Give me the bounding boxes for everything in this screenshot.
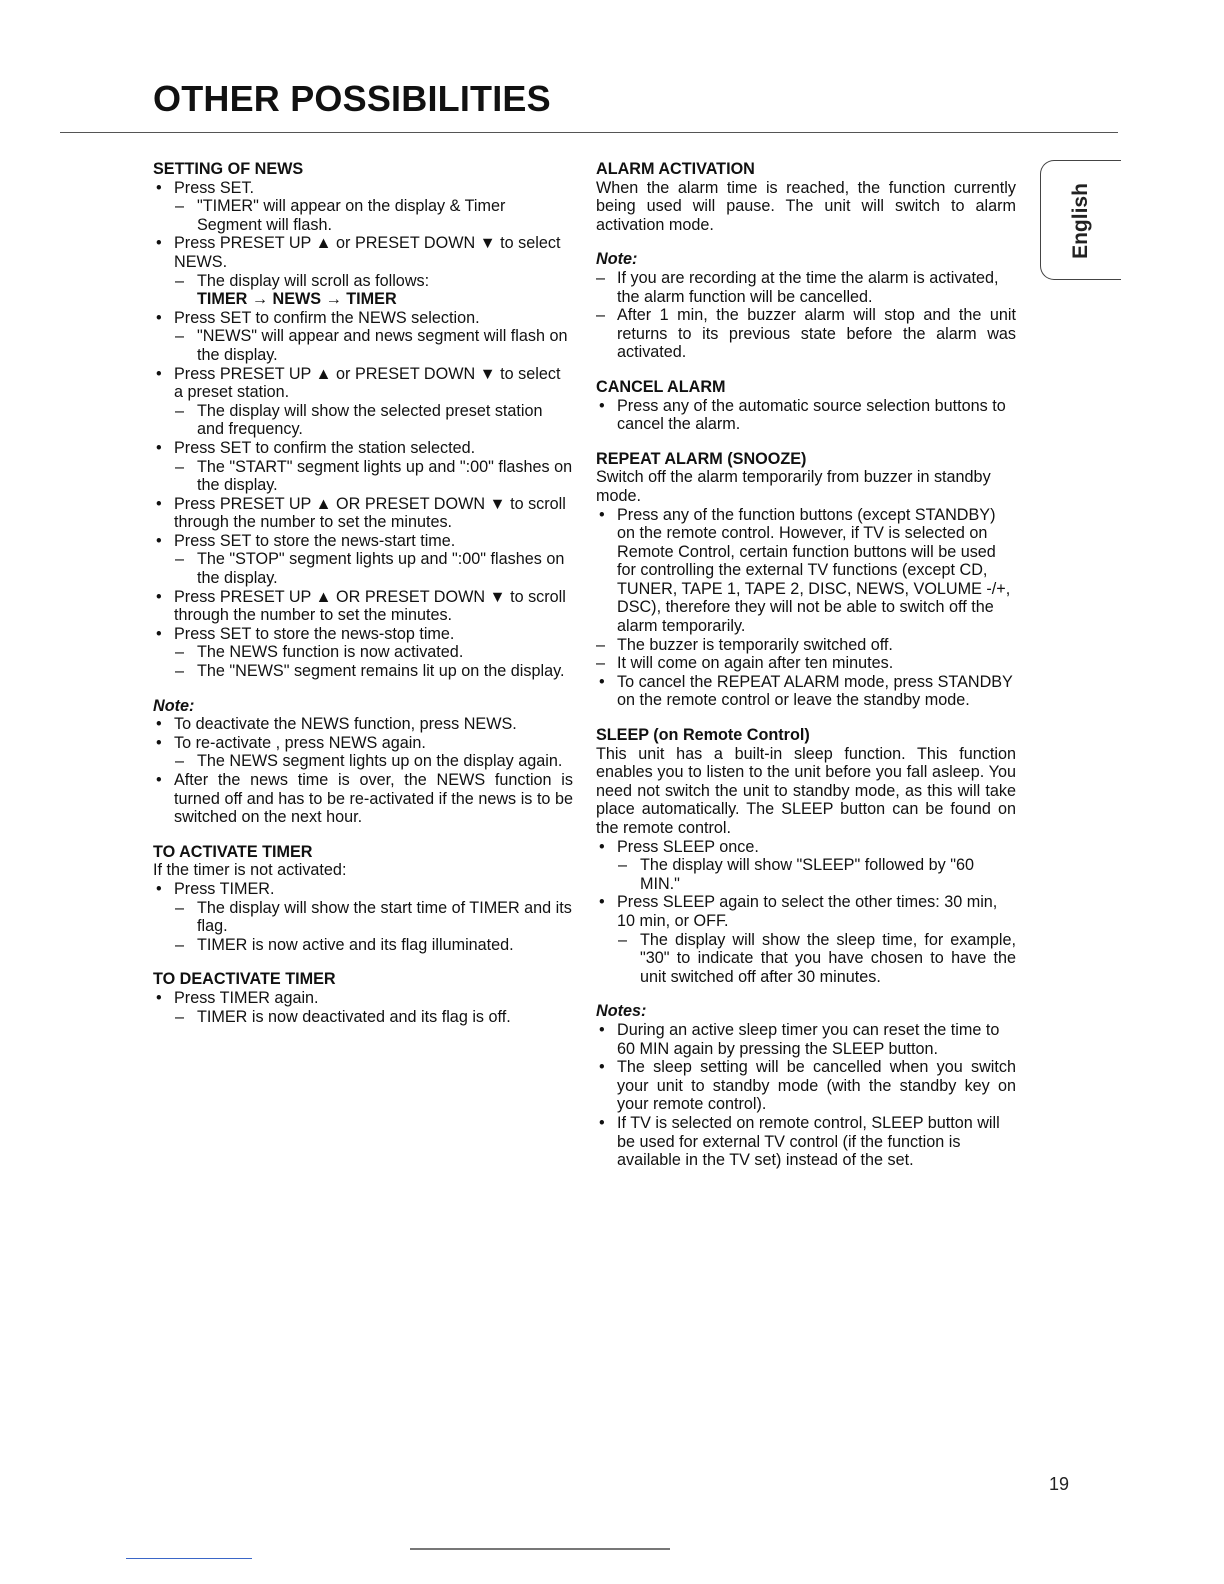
list-item: • Press SET to store the news-stop time.: [153, 625, 573, 644]
list-item: • Press SET to confirm the station selected.: [153, 439, 573, 458]
list-item: • Press any of the automatic source selection buttons to cancel the alarm.: [596, 397, 1016, 434]
list-item: • Press PRESET UP ▲ OR PRESET DOWN ▼ to scroll through the number to set the minutes.: [153, 588, 573, 625]
list-item: – The display will show the selected preset station and frequency.: [153, 402, 573, 439]
sleep-section: [596, 726, 1016, 986]
list-item: • Press TIMER again.: [153, 989, 573, 1008]
deactivate-timer-section: [153, 970, 573, 1026]
list-item: • Press SET to confirm the NEWS selection.: [153, 309, 573, 328]
footer-rule: [126, 1558, 252, 1559]
language-tab: [1040, 160, 1121, 280]
list-item: • Press SET.: [153, 179, 573, 198]
list-item: – The display will show the start time of TIMER and its flag.: [153, 899, 573, 936]
repeat-alarm-section: [596, 450, 1016, 710]
deactivate-timer-heading: TO DEACTIVATE TIMER: [153, 970, 336, 989]
list-item: • During an active sleep timer you can reset the time to 60 MIN again by pressing the SLEEP button.: [596, 1021, 1016, 1058]
news-note-section: [153, 697, 573, 827]
sleep-intro: This unit has a built-in sleep function. This function enables you to listen to the unit before you fall asleep. You need not switch the unit to standby mode, as this will take place automatically. The SLEEP button can be found on the remote control.: [596, 744, 1016, 837]
left-column: [153, 160, 573, 1042]
list-item: – The display will scroll as follows:: [153, 272, 573, 291]
setting-news-heading: SETTING OF NEWS: [153, 160, 304, 178]
alarm-activation-heading: ALARM ACTIVATION: [596, 160, 755, 178]
sleep-notes-heading: Notes:: [596, 1002, 647, 1021]
list-item: – "NEWS" will appear and news segment will flash on the display.: [153, 327, 573, 364]
alarm-activation-body: When the alarm time is reached, the function currently being used will pause. The unit will switch to alarm activation mode.: [596, 178, 1016, 234]
list-item: • If TV is selected on remote control, SLEEP button will be used for external TV control (if the function is available in the TV set) instead of the set.: [596, 1114, 1016, 1170]
list-item: • Press SLEEP once.: [596, 838, 1016, 857]
scroll-sequence: TIMER → NEWS → TIMER: [197, 290, 397, 309]
activate-timer-section: [153, 843, 573, 955]
list-item: – After 1 min, the buzzer alarm will stop and the unit returns to its previous state before the alarm was activated.: [596, 306, 1016, 362]
list-item: • To cancel the REPEAT ALARM mode, press STANDBY on the remote control or leave the standby mode.: [596, 673, 1016, 710]
list-item: – TIMER is now deactivated and its flag is off.: [153, 1008, 573, 1027]
list-item: • Press SET to store the news-start time.: [153, 532, 573, 551]
list-item: • To deactivate the NEWS function, press NEWS.: [153, 715, 573, 734]
list-item: – "TIMER" will appear on the display & Timer Segment will flash.: [153, 197, 573, 234]
language-tab-label: English: [1069, 183, 1092, 259]
right-column: [596, 160, 1016, 1186]
list-item: – The buzzer is temporarily switched off.: [596, 636, 1016, 655]
list-item: • Press PRESET UP ▲ or PRESET DOWN ▼ to select a preset station.: [153, 365, 573, 402]
cancel-alarm-heading: CANCEL ALARM: [596, 377, 726, 396]
page-title: OTHER POSSIBILITIES: [153, 78, 551, 119]
list-item: • Press PRESET UP ▲ OR PRESET DOWN ▼ to scroll through the number to set the minutes.: [153, 495, 573, 532]
list-item: – The "START" segment lights up and ":00" flashes on the display.: [153, 458, 573, 495]
list-item: • The sleep setting will be cancelled when you switch your unit to standby mode (with the standby key on your remote control).: [596, 1058, 1016, 1114]
sleep-notes-section: [596, 1002, 1016, 1169]
list-item: • Press PRESET UP ▲ or PRESET DOWN ▼ to select NEWS.: [153, 234, 573, 271]
alarm-activation-section: [596, 160, 1016, 234]
list-item: – TIMER is now active and its flag illuminated.: [153, 936, 573, 955]
setting-news-section: [153, 160, 573, 681]
list-item: – The NEWS function is now activated.: [153, 643, 573, 662]
list-item: – The "STOP" segment lights up and ":00" flashes on the display.: [153, 550, 573, 587]
cancel-alarm-section: [596, 378, 1016, 434]
title-divider: [60, 132, 1118, 133]
list-item: – It will come on again after ten minutes.: [596, 654, 1016, 673]
alarm-note-section: [596, 250, 1016, 362]
alarm-note-heading: Note:: [596, 250, 638, 269]
activate-timer-intro: If the timer is not activated:: [153, 861, 347, 880]
list-item: – If you are recording at the time the alarm is activated, the alarm function will be cancelled.: [596, 269, 1016, 306]
repeat-alarm-heading: REPEAT ALARM (SNOOZE): [596, 449, 807, 468]
list-item: • After the news time is over, the NEWS function is turned off and has to be re-activated if the news is to be switched on the next hour.: [153, 771, 573, 827]
page-number: 19: [1049, 1474, 1070, 1494]
list-item: • To re-activate , press NEWS again.: [153, 734, 573, 753]
activate-timer-heading: TO ACTIVATE TIMER: [153, 842, 313, 861]
list-item: • Press TIMER.: [153, 880, 573, 899]
scan-artifact: [410, 1548, 670, 1550]
sleep-heading: SLEEP (on Remote Control): [596, 726, 810, 745]
list-item: – The "NEWS" segment remains lit up on the display.: [153, 662, 573, 681]
list-item: – The NEWS segment lights up on the display again.: [153, 752, 573, 771]
repeat-alarm-intro: Switch off the alarm temporarily from buzzer in standby mode.: [596, 468, 991, 505]
list-item: – The display will show the sleep time, for example, "30" to indicate that you have chosen to have the unit switched off after 30 minutes.: [596, 931, 1016, 987]
list-item: • Press SLEEP again to select the other times: 30 min, 10 min, or OFF.: [596, 893, 1016, 930]
list-item: • Press any of the function buttons (except STANDBY) on the remote control. However, if TV is selected on Remote Control, certain function buttons will be used for controlling the external TV functions (except CD, TUNER, TAPE 1, TAPE 2, DISC, NEWS, VOLUME -/+, DSC), therefore they will not be able to switch off the alarm temporarily.: [596, 506, 1016, 636]
list-item: – The display will show "SLEEP" followed by "60 MIN.": [596, 856, 1016, 893]
news-note-heading: Note:: [153, 696, 195, 715]
